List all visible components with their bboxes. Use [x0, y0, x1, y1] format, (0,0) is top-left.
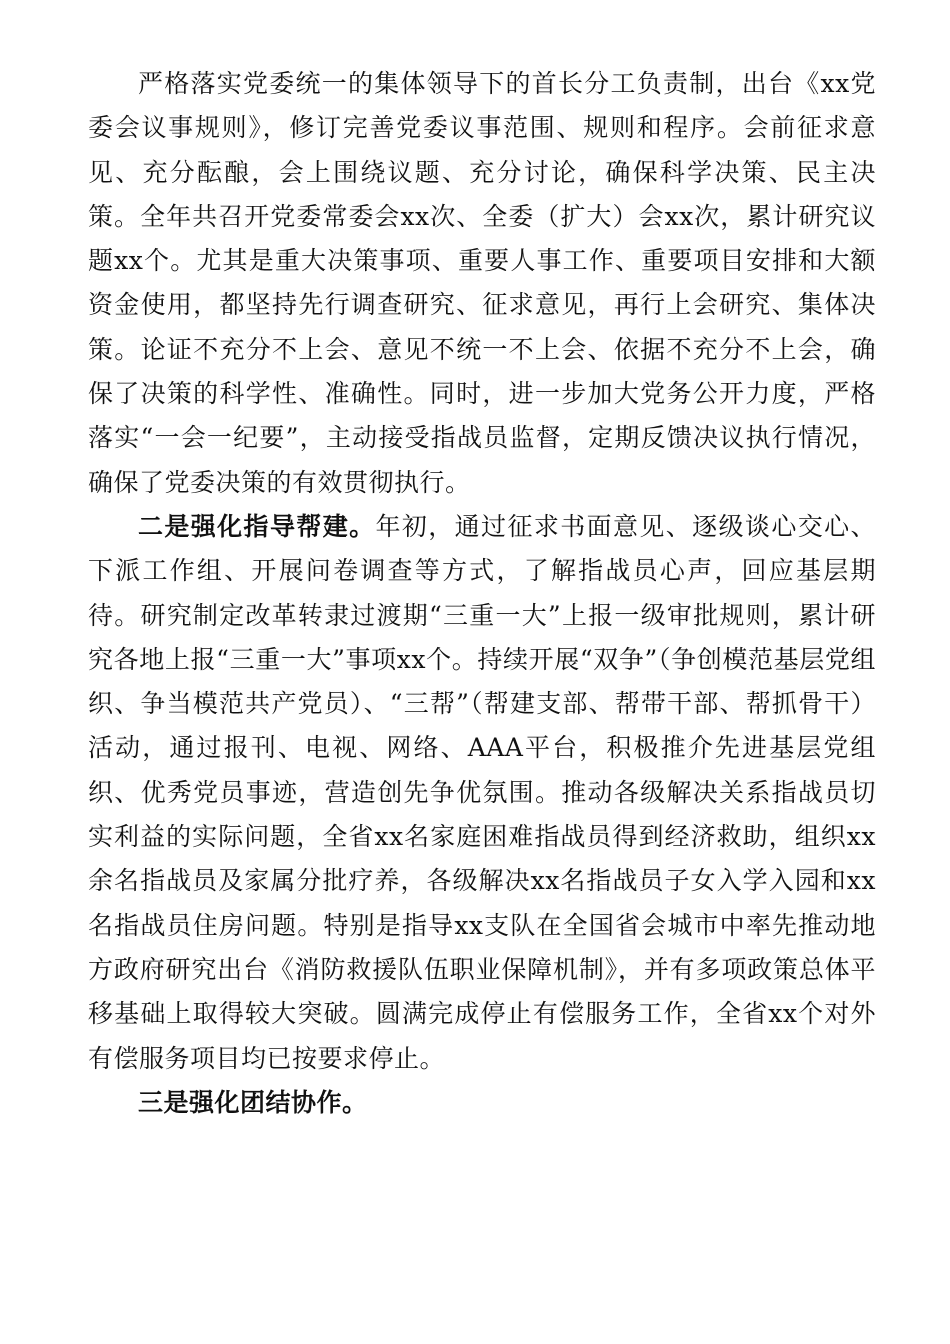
paragraph-1: [88, 62, 876, 505]
document-body: [88, 62, 876, 1125]
paragraph-2: [88, 505, 876, 1081]
paragraph-1-text: 严格落实党委统一的集体领导下的首长分工负责制，出台《xx党委会议事规则》，修订完善党委议事范围、规则和程序。会前征求意见、充分酝酿，会上围绕议题、充分讨论，确保科学决策、民主决策。全年共召开党委常委会xx次、全委（扩大）会xx次，累计研究议题xx个。尤其是重大决策事项、重要人事工作、重要项目安排和大额资金使用，都坚持先行调查研究、征求意见，再行上会研究、集体决策。论证不充分不上会、意见不统一不上会、依据不充分不上会，确保了决策的科学性、准确性。同时，进一步加大党务公开力度，严格落实“一会一纪要”，主动接受指战员监督，定期反馈决议执行情况，确保了党委决策的有效贯彻执行。: [88, 69, 876, 497]
paragraph-3-lead: 三是强化团结协作。: [138, 1087, 368, 1117]
paragraph-3: [88, 1081, 876, 1125]
paragraph-2-text: 年初，通过征求书面意见、逐级谈心交心、下派工作组、开展问卷调查等方式，了解指战员心声，回应基层期待。研究制定改革转隶过渡期“三重一大”上报一级审批规则，累计研究各地上报“三重一大”事项xx个。持续开展“双争”（争创模范基层党组织、争当模范共产党员）、“三帮”（帮建支部、帮带干部、帮抓骨干）活动，通过报刊、电视、网络、AAA平台，积极推介先进基层党组织、优秀党员事迹，营造创先争优氛围。推动各级解决关系指战员切实利益的实际问题，全省xx名家庭困难指战员得到经济救助，组织xx余名指战员及家属分批疗养，各级解决xx名指战员子女入学入园和xx名指战员住房问题。特别是指导xx支队在全国省会城市中率先推动地方政府研究出台《消防救援队伍职业保障机制》，并有多项政策总体平移基础上取得较大突破。圆满完成停止有偿服务工作，全省xx个对外有偿服务项目均已按要求停止。: [88, 511, 876, 1073]
paragraph-2-lead: 二是强化指导帮建。: [138, 511, 376, 541]
